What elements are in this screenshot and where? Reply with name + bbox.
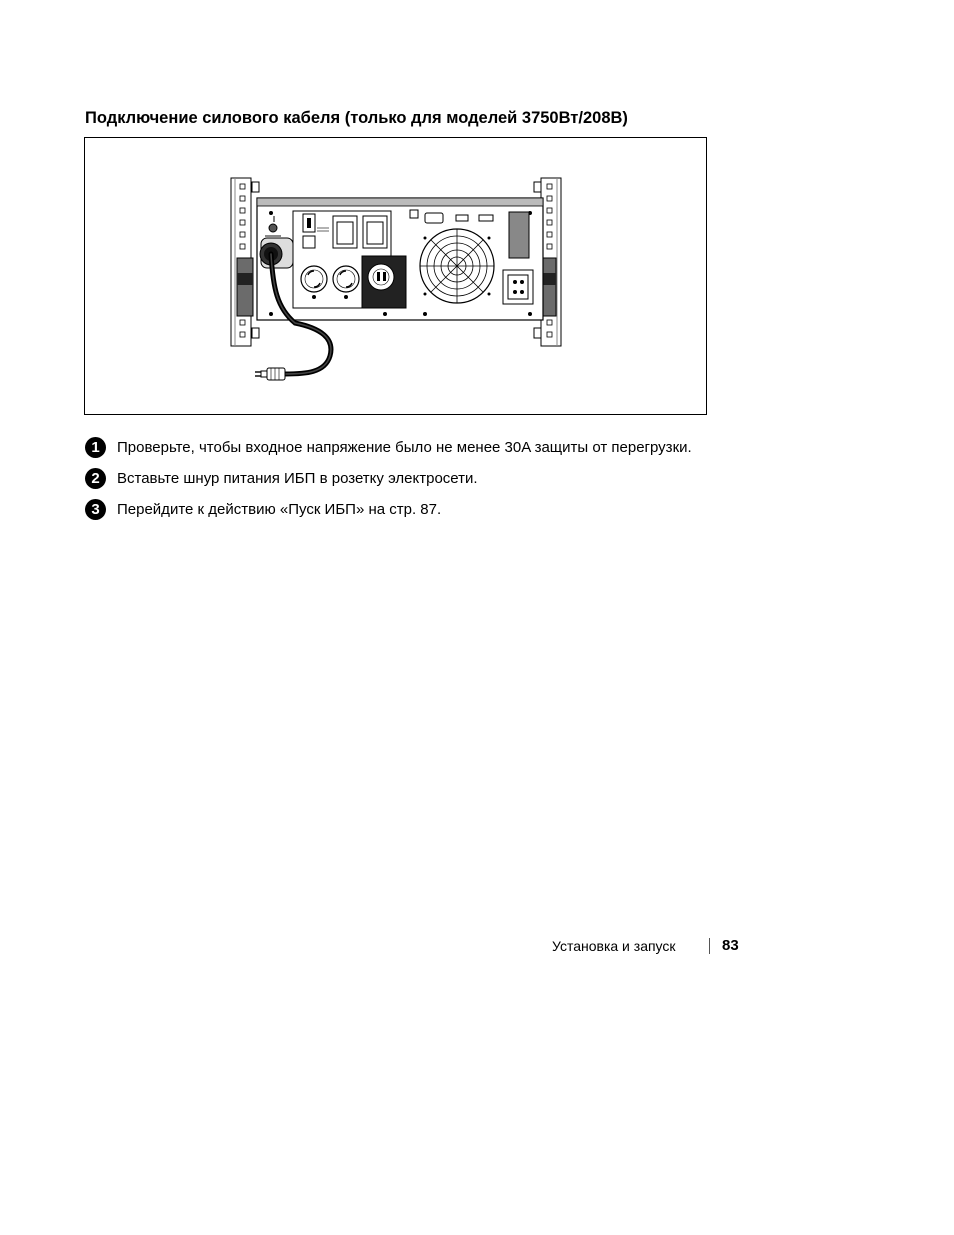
ups-rear-panel-illustration (85, 138, 708, 416)
footer-divider (709, 938, 710, 954)
step-text: Вставьте шнур питания ИБП в розетку электросети. (117, 469, 478, 487)
fan-grille-icon (420, 229, 494, 303)
footer-section-title: Установка и запуск (552, 938, 676, 954)
battery-connector (503, 270, 533, 304)
list-item (85, 498, 441, 520)
outlet-panel (293, 211, 406, 308)
step-text: Проверьте, чтобы входное напряжение было не менее 30A защиты от перегрузки. (117, 438, 692, 456)
section-heading: Подключение силового кабеля (только для моделей 3750Вт/208В) (85, 109, 628, 127)
ups-rear-panel-figure (84, 137, 707, 415)
page-number: 83 (722, 937, 739, 954)
step-number-badge: 1 (85, 437, 106, 458)
left-rack-rail (231, 178, 259, 346)
step-number-badge: 3 (85, 499, 106, 520)
list-item (85, 436, 692, 458)
step-number-badge: 2 (85, 468, 106, 489)
step-text: Перейдите к действию «Пуск ИБП» на стр. 87. (117, 500, 442, 518)
power-plug-icon (255, 368, 285, 380)
input-cord-gland (260, 238, 293, 268)
list-item (85, 467, 478, 489)
